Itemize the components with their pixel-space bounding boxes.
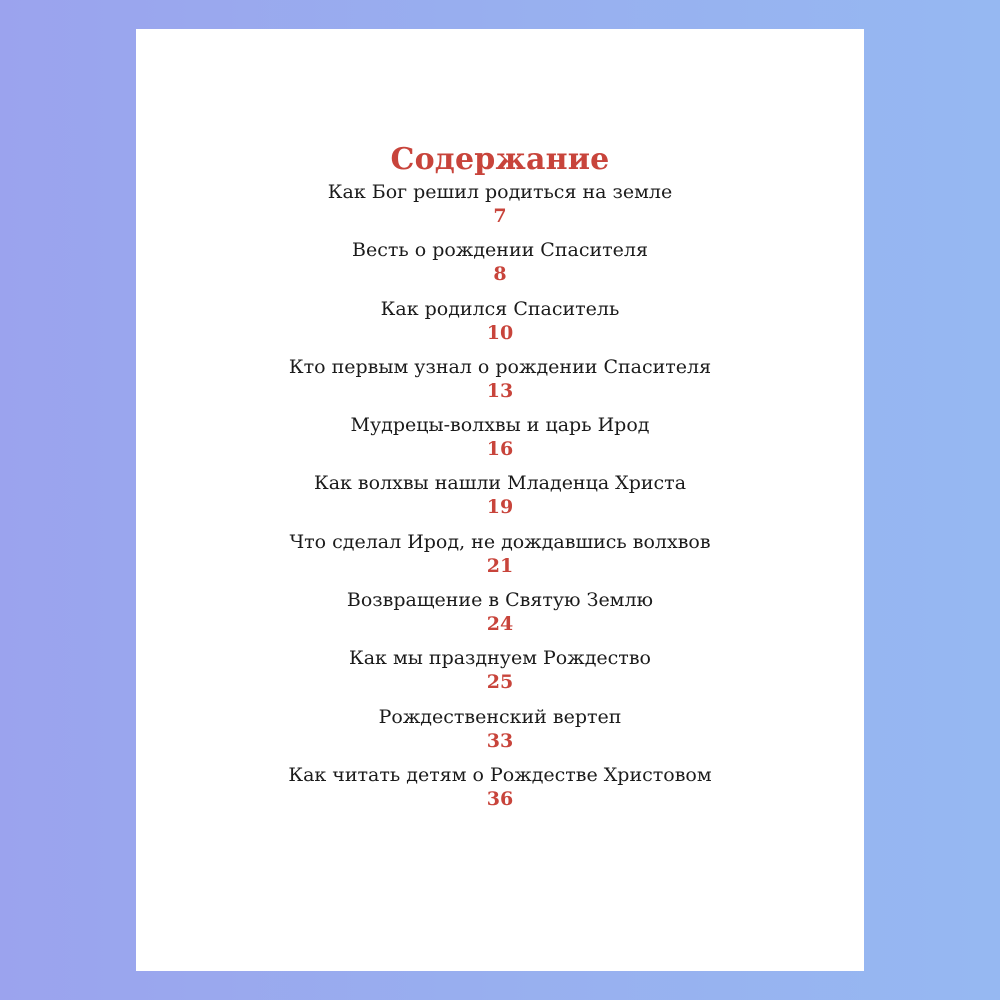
toc-entry-title: Как родился Спаситель [380,297,620,320]
toc-entry-page-number: 36 [486,787,514,810]
toc-entry-title: Кто первым узнал о рождении Спасителя [288,355,712,378]
toc-entry-page-number: 8 [493,263,507,286]
toc-entry-page-number: 10 [486,321,514,344]
toc-entry [136,296,864,354]
table-of-contents [136,179,864,820]
toc-entry [136,762,864,820]
toc-entry-title: Как Бог решил родиться на земле [327,181,673,203]
toc-entry-title: Рождественский вертеп [378,705,622,728]
toc-entry-title: Как волхвы нашли Младенца Христа [313,472,687,495]
toc-entry [136,354,864,412]
toc-entry-title: Как читать детям о Рождестве Христовом [288,763,712,786]
toc-entry-page-number: 16 [486,438,514,461]
toc-entry [136,412,864,470]
toc-entry-page-number: 24 [486,613,514,636]
toc-entry-title: Возвращение в Святую Землю [346,589,654,612]
toc-entry-title: Что сделал Ирод, не дождавшись волхвов [289,530,711,553]
toc-entry [136,704,864,762]
toc-entry [136,237,864,295]
toc-entry-page-number: 21 [486,554,514,577]
toc-entry-page-number: 19 [486,496,514,519]
book-page [136,29,864,971]
toc-entry [136,179,864,237]
toc-entry [136,529,864,587]
toc-entry-title: Весть о рождении Спасителя [352,239,648,262]
toc-entry-page-number: 13 [486,379,514,402]
toc-entry-title: Как мы празднуем Рождество [349,647,651,670]
toc-entry [136,470,864,528]
page-title: Содержание [390,142,610,177]
toc-entry [136,587,864,645]
toc-entry [136,645,864,703]
toc-entry-page-number: 25 [486,671,514,694]
toc-entry-page-number: 7 [493,205,507,227]
toc-entry-title: Мудрецы-волхвы и царь Ирод [350,414,650,437]
toc-entry-page-number: 33 [486,729,514,752]
